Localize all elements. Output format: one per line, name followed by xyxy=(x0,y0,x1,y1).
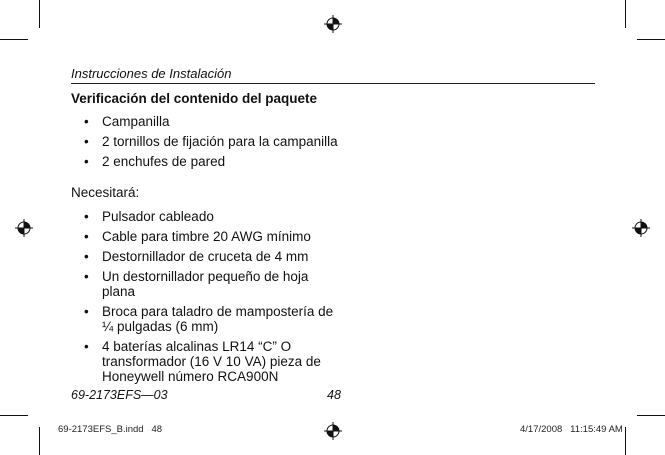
bullet-icon: • xyxy=(84,339,89,354)
bullet-icon: • xyxy=(84,304,89,319)
bullet-icon: • xyxy=(84,134,89,149)
list-item xyxy=(84,249,344,264)
list-item xyxy=(84,209,344,224)
list-item xyxy=(84,114,344,129)
slug-timestamp: 4/17/2008 11:15:49 AM xyxy=(520,424,623,435)
section-heading: Verificación del contenido del paquete xyxy=(71,91,318,106)
bullet-icon: • xyxy=(84,209,89,224)
list-item xyxy=(84,269,344,299)
list-item xyxy=(84,339,344,384)
list-item xyxy=(84,154,344,169)
document-code: 69-2173EFS—03 xyxy=(71,388,168,402)
crop-mark xyxy=(637,415,665,416)
list-item xyxy=(84,304,344,334)
registration-mark-icon xyxy=(15,219,33,237)
crop-mark xyxy=(625,0,626,28)
list-item-text: Pulsador cableado xyxy=(102,209,214,224)
bullet-icon: • xyxy=(84,114,89,129)
crop-mark xyxy=(39,0,40,28)
registration-mark-icon xyxy=(632,219,650,237)
bullet-icon: • xyxy=(84,154,89,169)
running-header: Instrucciones de Instalación xyxy=(71,66,595,84)
registration-mark-icon xyxy=(324,422,342,440)
requirements-list xyxy=(84,209,344,389)
crop-mark xyxy=(625,427,626,455)
requirements-label: Necesitará: xyxy=(71,185,140,200)
crop-mark xyxy=(637,39,665,40)
list-item-text: Un destornillador pequeño de hoja plana xyxy=(102,269,309,299)
list-item xyxy=(84,229,344,244)
list-item-text: 2 tornillos de fijación para la campanilla xyxy=(102,134,338,149)
list-item-text: Cable para timbre 20 AWG mínimo xyxy=(102,229,311,244)
registration-mark-icon xyxy=(324,15,342,33)
bullet-icon: • xyxy=(84,229,89,244)
crop-mark xyxy=(39,427,40,455)
slug-filename: 69-2173EFS_B.indd 48 xyxy=(58,424,163,435)
bullet-icon: • xyxy=(84,269,89,284)
list-item-text: 2 enchufes de pared xyxy=(102,154,226,169)
list-item-text: 4 baterías alcalinas LR14 “C” O transformador (16 V 10 VA) pieza de Honeywell número RCA900N xyxy=(102,339,321,384)
bullet-icon: • xyxy=(84,249,89,264)
list-item xyxy=(84,134,344,149)
list-item-text: Destornillador de cruceta de 4 mm xyxy=(102,249,309,264)
list-item-text: Broca para taladro de mampostería de ¼ pulgadas (6 mm) xyxy=(102,304,334,334)
package-contents-list xyxy=(84,114,344,174)
crop-mark xyxy=(0,39,28,40)
list-item-text: Campanilla xyxy=(102,114,170,129)
crop-mark xyxy=(0,415,28,416)
page-number: 48 xyxy=(327,388,341,402)
